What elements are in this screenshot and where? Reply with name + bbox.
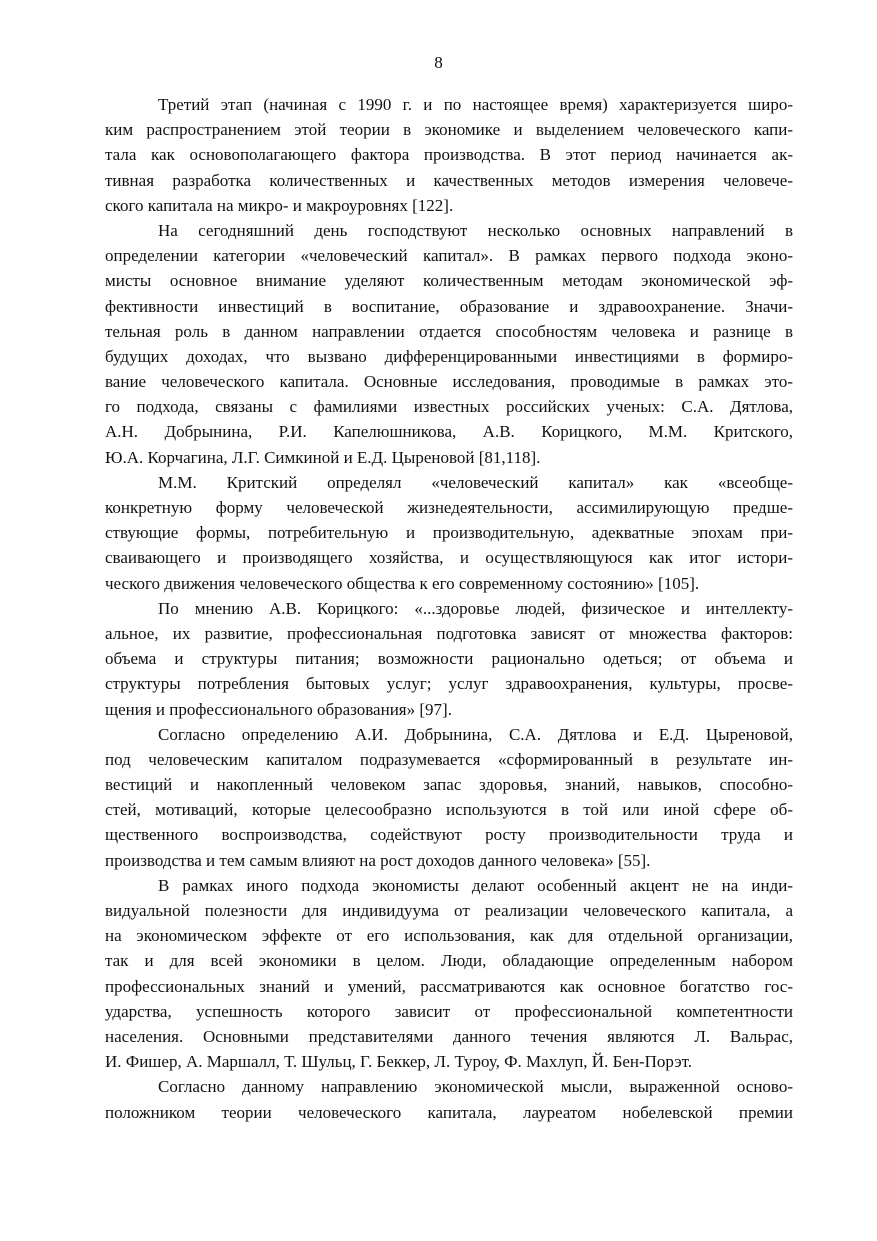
text-line: положником теории человеческого капитала, лауреатом нобелевской премии (105, 1102, 793, 1122)
text-line: будущих доходах, что вызвано дифференцированными инвестициями в формиро- (105, 346, 793, 366)
text-line: вестиций и накопленный человеком запас здоровья, знаний, навыков, способно- (105, 775, 793, 795)
paragraph-other-approach (105, 873, 793, 1075)
paragraph-current-approaches (105, 218, 793, 470)
text-line: тельная роль в данном направлении отдается способностям человека и разнице в (105, 321, 793, 341)
page-number: 8 (434, 53, 443, 72)
text-line: И. Фишер, А. Маршалл, Т. Шульц, Г. Беккер, Л. Туроу, Ф. Махлуп, Й. Бен-Порэт. (105, 1052, 693, 1072)
text-line: Ю.А. Корчагина, Л.Г. Симкиной и Е.Д. Цыреновой [81,118]. (105, 447, 541, 467)
paragraph-founder-direction (105, 1074, 793, 1124)
text-line: го подхода, связаны с фамилиями известных российских ученых: С.А. Дятлова, (105, 397, 793, 417)
paragraph-dobrynin-definition (105, 722, 793, 873)
text-line: на экономическом эффекте от его использования, как для отдельной организации, (105, 926, 793, 946)
paragraph-kritsky (105, 470, 793, 596)
text-line: ствующие формы, потребительную и производительную, адекватные эпохам при- (105, 523, 793, 543)
text-line: ческого движения человеческого общества к его современному состоянию» [105]. (105, 573, 700, 593)
text-line: ким распространением этой теории в экономике и выделением человеческого капи- (105, 120, 793, 140)
paragraph-koritsky (105, 596, 793, 722)
text-line: альное, их развитие, профессиональная подготовка зависят от множества факторов: (105, 623, 793, 643)
text-line: вание человеческого капитала. Основные исследования, проводимые в рамках это- (105, 372, 793, 392)
text-line: щественного воспроизводства, содействуют росту производительности труда и (105, 825, 793, 845)
text-line: так и для всей экономики в целом. Люди, обладающие определенным набором (105, 951, 793, 971)
text-line: структуры потребления бытовых услуг; услуг здравоохранения, культуры, просве- (105, 674, 793, 694)
text-line: тивная разработка количественных и качественных методов измерения человече- (105, 170, 793, 190)
body-text (105, 92, 793, 1125)
text-line: щения и профессионального образования» [97]. (105, 699, 452, 719)
paragraph-third-stage (105, 92, 793, 218)
text-line: тала как основополагающего фактора производства. В этот период начинается ак- (105, 145, 793, 165)
text-line: конкретную форму человеческой жизнедеятельности, ассимилирующую предше- (105, 498, 793, 517)
text-line: населения. Основными представителями данного течения являются Л. Вальрас, (105, 1026, 793, 1046)
text-line: М.М. Критский определял «человеческий капитал» как «всеобще- (158, 472, 793, 492)
text-line: ского капитала на микро- и макроуровнях [122]. (105, 195, 454, 215)
text-line: Третий этап (начиная с 1990 г. и по настоящее время) характеризуется широ- (158, 95, 793, 114)
text-line: фективности инвестиций в воспитание, образование и здравоохранение. Значи- (105, 296, 793, 316)
text-line: объема и структуры питания; возможности рационально одеться; от объема и (105, 649, 793, 669)
text-line: В рамках иного подхода экономисты делают особенный акцент не на инди- (158, 875, 793, 895)
text-line: видуальной полезности для индивидуума от реализации человеческого капитала, а (105, 901, 793, 920)
text-line: Согласно данному направлению экономической мысли, выраженной осново- (158, 1077, 793, 1097)
text-line: А.Н. Добрынина, Р.И. Капелюшникова, А.В. Корицкого, М.М. Критского, (105, 422, 793, 442)
text-line: под человеческим капиталом подразумевается «сформированный в результате ин- (105, 749, 793, 769)
text-line: ударства, успешность которого зависит от профессиональной компетентности (105, 1001, 793, 1021)
text-line: На сегодняшний день господствуют несколько основных направлений в (158, 220, 793, 240)
text-line: Согласно определению А.И. Добрынина, С.А. Дятлова и Е.Д. Цыреновой, (158, 724, 793, 744)
text-line: стей, мотиваций, которые целесообразно используются в той или иной сфере об- (105, 800, 793, 820)
text-line: По мнению А.В. Корицкого: «...здоровье людей, физическое и интеллекту- (158, 598, 793, 618)
text-line: мисты основное внимание уделяют количественным методам экономической эф- (105, 271, 793, 291)
text-line: профессиональных знаний и умений, рассматриваются как основное богатство гос- (105, 976, 793, 996)
text-line: определении категории «человеческий капитал». В рамках первого подхода эконо- (105, 246, 793, 266)
text-line: производства и тем самым влияют на рост доходов данного человека» [55]. (105, 850, 651, 870)
text-line: сваивающего и производящего хозяйства, и осуществляющуюся как итог истори- (105, 548, 793, 568)
